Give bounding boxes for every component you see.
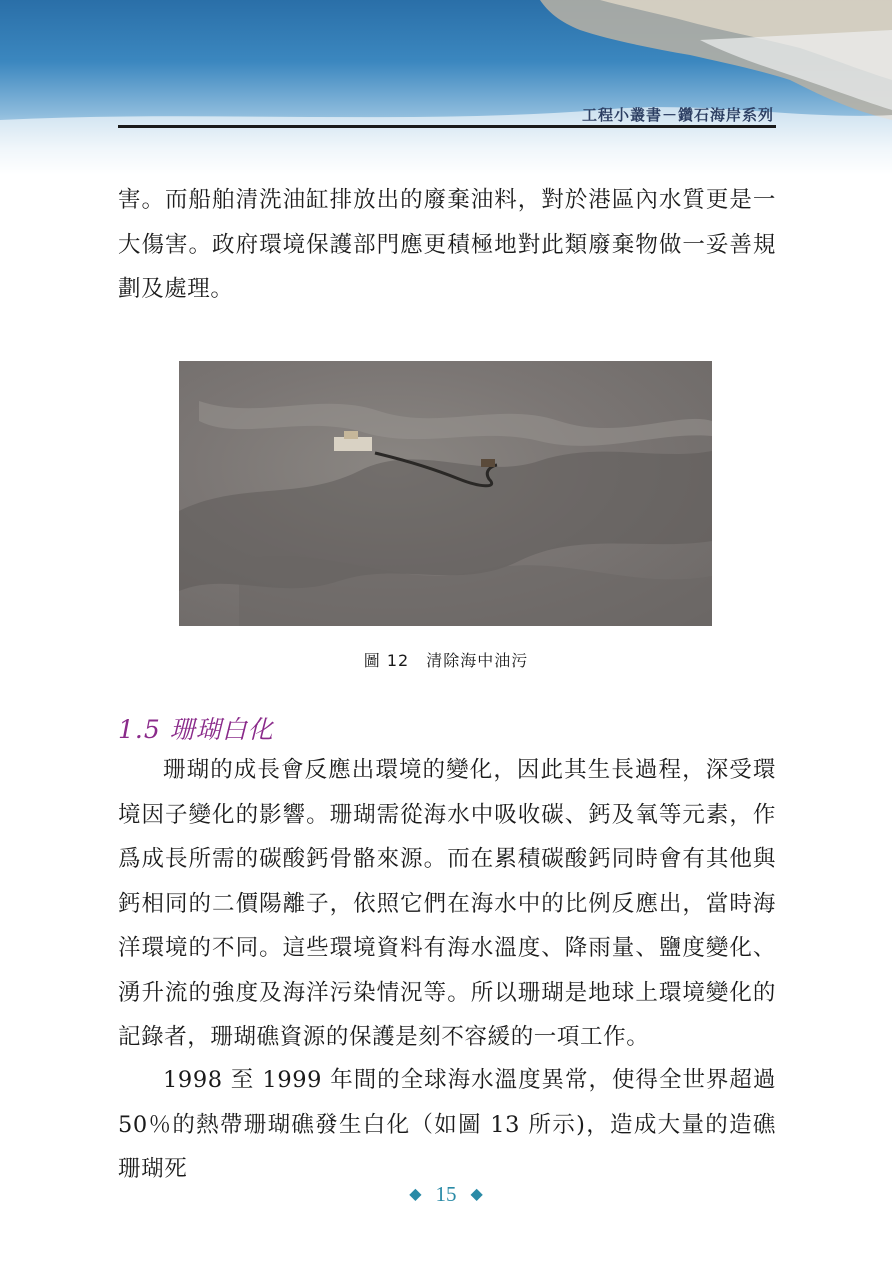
coastline-illustration	[0, 0, 892, 175]
page-footer	[0, 1182, 892, 1207]
paragraph-coral-growth: 珊瑚的成長會反應出環境的變化，因此其生長過程，深受環境因子變化的影響。珊瑚需從海水中吸收碳、鈣及氧等元素，作爲成長所需的碳酸鈣骨骼來源。而在累積碳酸鈣同時會有其他與鈣相同的二價陽離子，依照它們在海水中的比例反應出，當時海洋環境的不同。這些環境資料有海水溫度、降雨量、鹽度變化、湧升流的強度及海洋污染情況等。所以珊瑚是地球上環境變化的記錄者，珊瑚礁資源的保護是刻不容緩的一項工作。	[118, 757, 776, 1050]
oil-cleanup-photo	[179, 361, 712, 626]
section-heading: 1.5 珊瑚白化	[118, 715, 274, 744]
header-rule	[118, 125, 776, 128]
header-banner-image	[0, 0, 892, 175]
paragraph-coral-bleaching: 1998 至 1999 年間的全球海水溫度異常，使得全世界超過 50％的熱帶珊瑚礁發生白化（如圖 13 所示)，造成大量的造礁珊瑚死	[118, 1067, 776, 1182]
diamond-left-icon: ◆	[409, 1186, 422, 1203]
series-title: 工程小叢書－鑽石海岸系列	[581, 106, 774, 124]
diamond-right-icon: ◆	[470, 1186, 483, 1203]
paragraph-oil-waste: 害。而船舶清洗油缸排放出的廢棄油料，對於港區內水質更是一大傷害。政府環境保護部門應更積極地對此類廢棄物做一妥善規劃及處理。	[118, 187, 776, 302]
page-number: 15	[435, 1182, 457, 1206]
figure-caption: 圖 12 清除海中油污	[363, 651, 529, 670]
oil-slick-illustration	[179, 361, 712, 626]
